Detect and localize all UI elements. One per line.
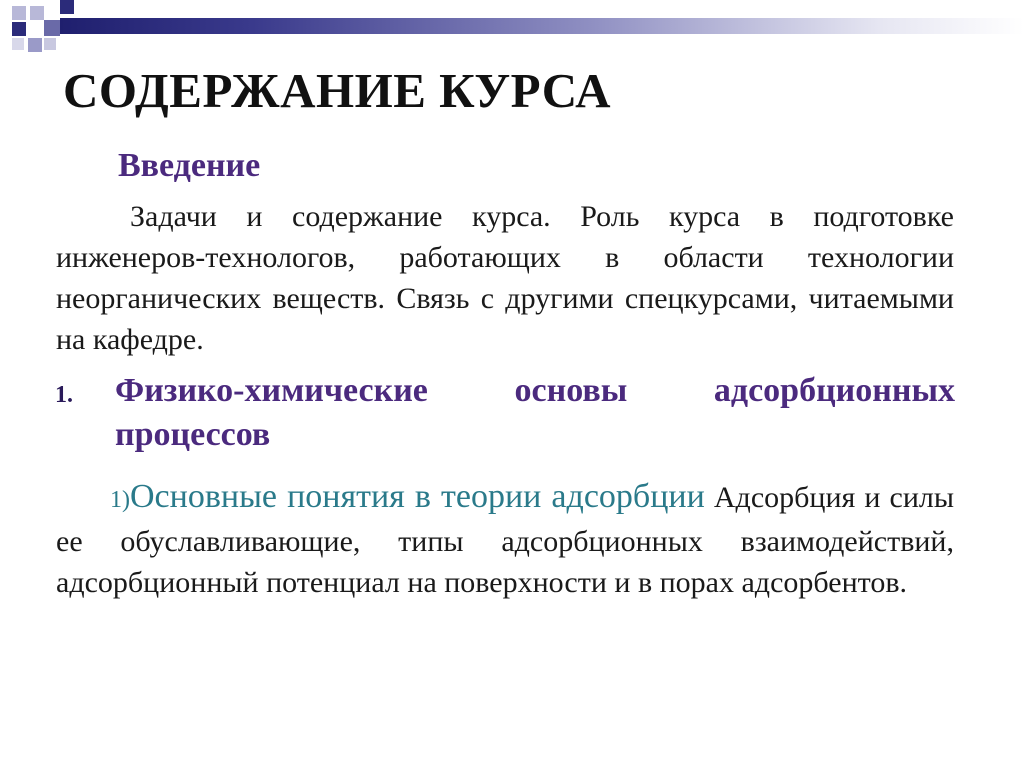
header-gradient-bar [60,18,1024,34]
subsection-1-text: Адсорбция и силы ее обуславливающие, типы адсорбционных взаимодействий, адсорбционный потенциал на поверхности и в порах адсорбентов. [56,481,955,599]
intro-heading: Введение [118,147,261,184]
section-1 [55,369,955,457]
slide-title: СОДЕРЖАНИЕ КУРСА [63,63,612,118]
subsection-1-number: 1) [110,487,130,513]
section-1-number: 1. [55,382,73,408]
section-1-title: Физико-химические основы адсорбционных процессов [115,372,955,453]
subsection-1-title: Основные понятия в теории адсорбции [130,478,705,515]
subsection-1 [56,476,954,603]
intro-paragraph: Задачи и содержание курса. Роль курса в подготовке инженеров-технологов, работающих в области технологии неорганических веществ. Связь с другими спецкурсами, читаемыми на кафедре. [56,200,954,356]
